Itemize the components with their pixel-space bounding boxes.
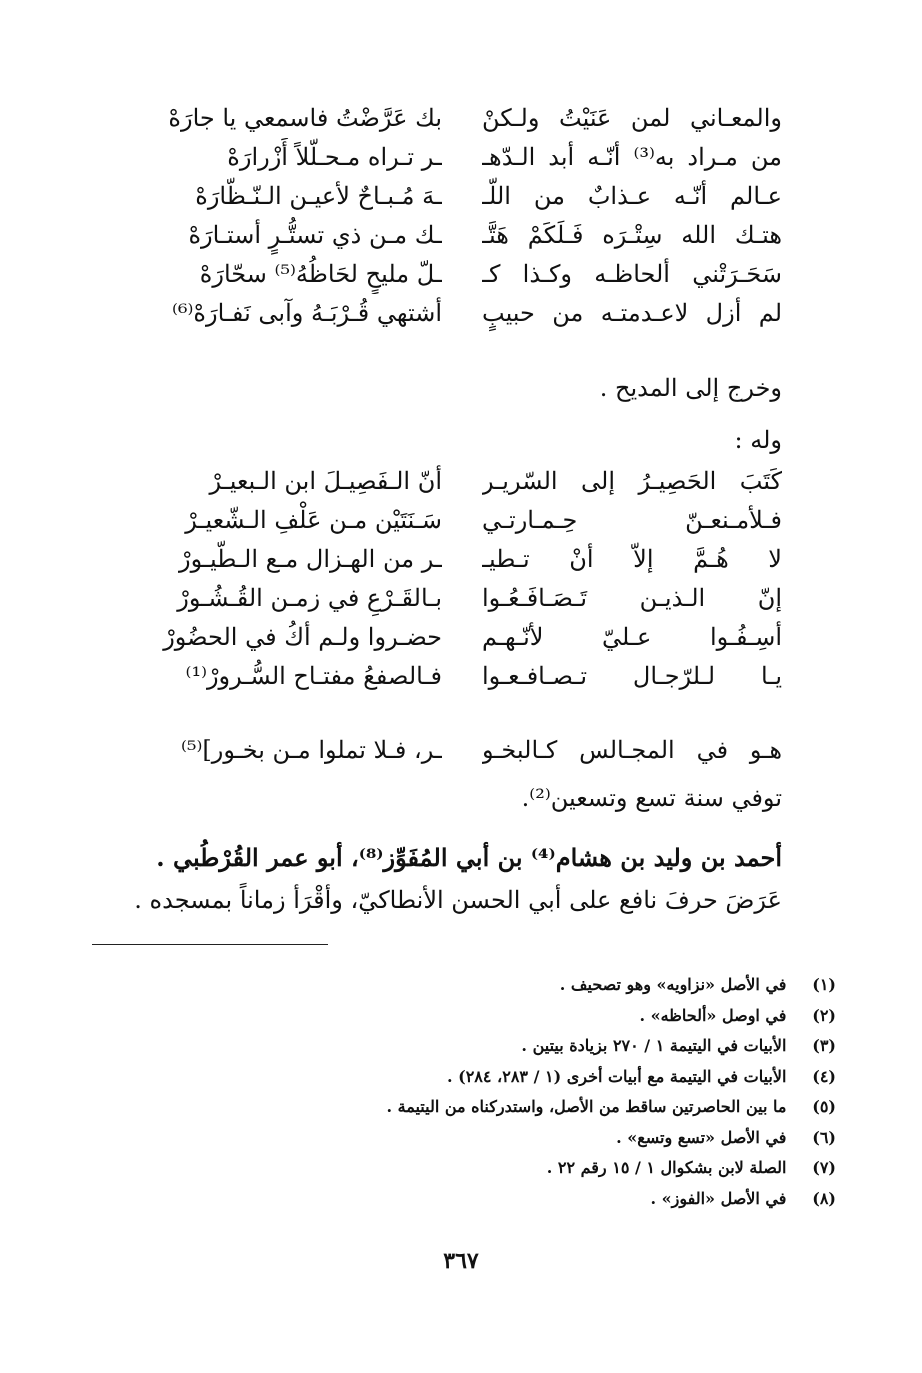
footnote-text: في الأصل «تسع وتسع» . [616,1127,787,1147]
right-hemistich: عـالم أنّـه عـذابٌ من اللّـ [482,182,782,210]
footnote [96,1031,836,1062]
footnote [96,1153,836,1184]
prose-line: عَرَضَ حرفَ نافع على أبي الحسن الأنطاكيّ، وأقْرَأ زماناً بمسجده . [134,886,782,914]
footnote-number: (٥) [812,1097,836,1116]
footnotes [96,970,836,1214]
footnote-text: ما بين الحاصرتين ساقط من الأصل، واستدركناه من اليتيمة . [386,1097,787,1116]
poem-1 [142,99,782,333]
verse-line [142,579,782,618]
footnote-divider [92,944,328,945]
footnote-number: (٢) [812,1005,836,1025]
left-hemistich: ـر من الهـزال مـع الـطّيـورْ [179,545,442,573]
footnote-text: الأبيات في اليتيمة مع أبيات أخرى (١ / ٢٨٣، ٢٨٤) . [446,1066,787,1086]
footnote-number: (٦) [812,1127,836,1147]
left-hemistich: ـلّ مليحٍ لحَاظُهُ⁽⁵⁾ سحّارَهْ [199,260,442,288]
left-hemistich: ـهَ مُـبـاحٌ لأعيـن الـنّـظّارَهْ [195,182,442,210]
right-hemistich: والمعـاني لمن عَنَيْتُ ولـكنْ [482,104,782,132]
right-hemistich: إنّ الـذيـن تَـصَـافَـعُـوا [482,584,782,612]
verse-line [142,294,782,333]
verse-line [142,462,782,501]
footnote-number: (١) [812,975,836,994]
prose-line: توفي سنة تسع وتسعين⁽²⁾. [521,784,782,812]
left-hemistich: أشتهي قُـرْبَـهُ وآبى نَفـارَهْ⁽⁶⁾ [172,299,442,327]
verse-line [142,255,782,294]
right-hemistich: كَتَبَ الحَصِيـرُ إلى السّريـر [482,467,782,495]
right-hemistich: يـا لـلرّجـال تـصـافـعـوا [482,662,782,690]
left-hemistich: سَـنَتَيْن مـن عَلْفِ الـشّعيـرْ [185,506,442,534]
footnote-text: في الأصل «نزاويه» وهو تصحيف . [559,975,787,994]
verse-line [142,731,782,770]
left-hemistich: بك عَرَّضْتُ فاسمعي يا جارَهْ [168,104,442,132]
footnote-number: (٧) [812,1158,836,1177]
poem-3 [142,731,782,770]
verse-line [142,618,782,657]
left-hemistich: فـالصفعُ مفتـاح السُّـرورْ⁽¹⁾ [185,662,442,690]
footnote [96,1092,836,1123]
footnote [96,1184,836,1215]
entry-heading: أحمد بن وليد بن هشام⁽⁴⁾ بن أبي المُفَوِّز⁽⁸⁾، أبو عمر القُرْطُبي . [156,843,782,872]
footnote [96,1123,836,1154]
right-hemistich: من مـراد به⁽³⁾ أنّـه أبد الـدّهـ [482,143,782,171]
right-hemistich: هتـك الله سِتْـرَه فَـلَكَمْ هَتَّـ [482,221,782,249]
verse-line [142,99,782,138]
right-hemistich: أسِـفُـوا عـليّ لأنّـهـم [482,623,782,651]
footnote-number: (٣) [812,1036,836,1055]
left-hemistich: ـر تـراه مـحـلّلاً أَزْرارَهْ [227,143,442,171]
right-hemistich: فـلأمـنعـنّ حِـمـارتـي [482,506,782,534]
verse-line [142,657,782,696]
footnote-text: في الأصل «الفوز» . [650,1188,787,1208]
footnote [96,1001,836,1032]
footnote-number: (٨) [812,1188,836,1208]
footnote-text: الصلة لابن بشكوال ١ / ١٥ رقم ٢٢ . [546,1158,787,1177]
verse-line [142,177,782,216]
poem-2 [142,462,782,696]
right-hemistich: سَحَـرَتْني ألحاظـه وكـذا كـ [482,260,782,288]
page-number: ٣٦٧ [443,1248,479,1274]
prose-line: وخرج إلى المديح . [599,374,782,402]
left-hemistich: حضـروا ولـم أكُ في الحضُورْ [163,623,442,651]
footnote [96,1062,836,1093]
verse-line [142,216,782,255]
left-hemistich: بـالقَـرْعِ في زمـن القُـشُـورْ [177,584,442,612]
right-hemistich: لم أزل لاعـدمتـه من حبيبٍ [482,299,782,327]
footnote [96,970,836,1001]
prose-line: وله : [734,426,782,454]
verse-line [142,138,782,177]
verse-line [142,540,782,579]
footnote-number: (٤) [812,1066,836,1086]
footnote-text: الأبيات في اليتيمة ١ / ٢٧٠ بزيادة بيتين . [521,1036,787,1055]
verse-line [142,501,782,540]
left-hemistich: ـك مـن ذي تستُّـرٍ أستـارَهْ [188,221,442,249]
footnote-text: في اوصل «ألحاظه» . [639,1005,787,1025]
left-hemistich: أنّ الـفَصِيـلَ ابن الـبعيـرْ [209,467,442,495]
right-hemistich: لا هُـمَّ إلاّ أنْ تـطيـ [482,545,782,573]
right-hemistich: هـو في المجـالس كـالبخـو [482,736,782,764]
left-hemistich: ـر، فـلا تملوا مـن بخـور]⁽⁵⁾ [180,736,442,764]
